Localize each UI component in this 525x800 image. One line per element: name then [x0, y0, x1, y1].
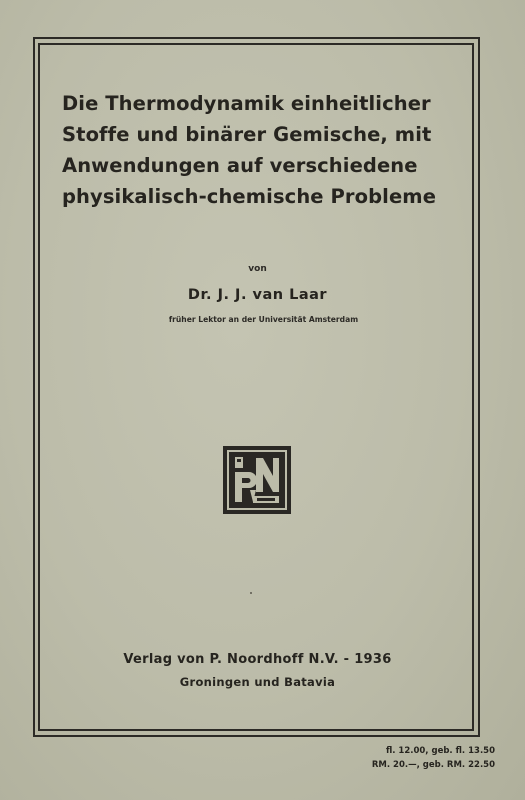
by-label: von	[248, 264, 267, 274]
paper-speck	[250, 592, 252, 594]
author-name: Dr. J. J. van Laar	[187, 287, 328, 303]
title-line: Stoffe und binärer Gemische, mit	[62, 123, 432, 146]
title-line: Anwendungen auf verschiedene	[62, 154, 418, 177]
title-line: Die Thermodynamik einheitlicher	[62, 92, 431, 115]
title-line: physikalisch-chemische Probleme	[62, 185, 437, 208]
book-title	[62, 88, 472, 212]
author-affiliation: früher Lektor an der Universität Amsterdam	[168, 315, 359, 324]
noordhoff-publisher-logo-icon	[223, 446, 291, 514]
publication-places: Groningen und Batavia	[179, 675, 336, 689]
publisher-line: Verlag von P. Noordhoff N.V. - 1936	[123, 652, 392, 667]
price-line: fl. 12.00, geb. fl. 13.50	[385, 746, 495, 756]
price-line: RM. 20.—, geb. RM. 22.50	[371, 760, 495, 770]
